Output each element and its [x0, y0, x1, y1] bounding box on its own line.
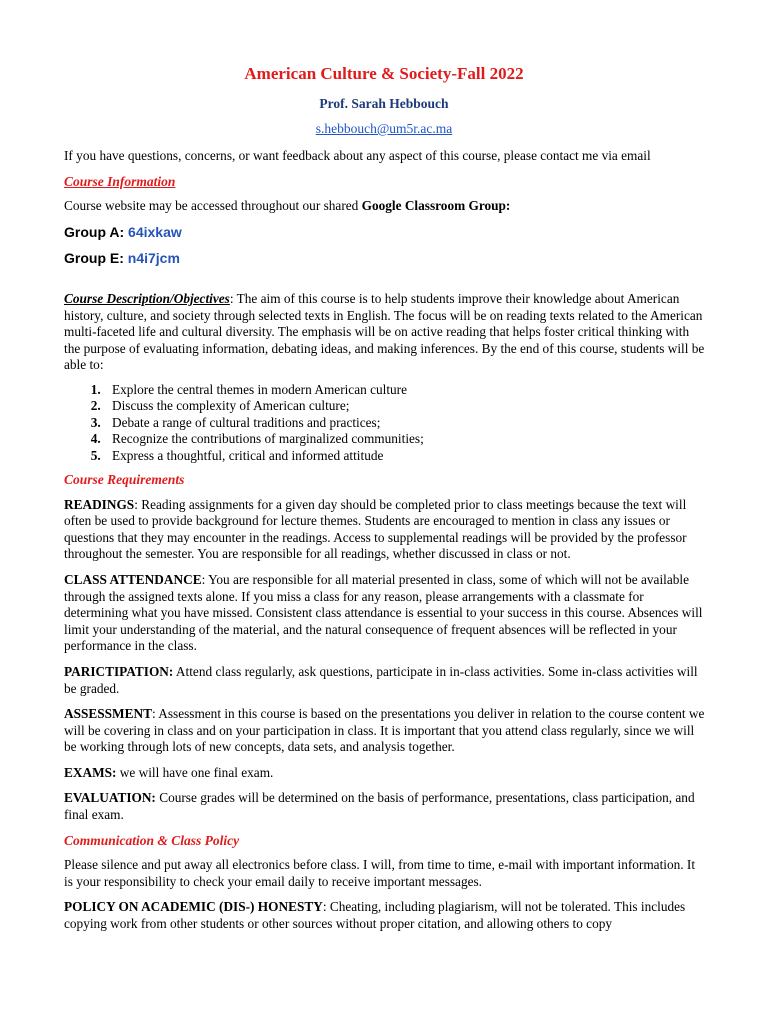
list-item: 5. Express a thoughtful, critical and informed attitude [104, 448, 706, 464]
participation-paragraph [64, 664, 706, 697]
assessment-label: ASSESSMENT [64, 706, 152, 722]
objectives-list [64, 382, 706, 464]
list-item: 2. Discuss the complexity of American culture; [104, 398, 706, 414]
document-body [64, 148, 706, 942]
group-e-code: n4i7jcm [127, 250, 180, 267]
course-title: American Culture & Society-Fall 2022 [244, 64, 524, 83]
group-a-label: Group A: [64, 223, 129, 240]
exams-text: we will have one final exam. [116, 764, 274, 780]
honesty-text: : Cheating, including plagiarism, will not be tolerated. This includes copying work from other students or other sources without proper citation, and allowing others to copy [64, 899, 686, 932]
list-item: 4. Recognize the contributions of marginalized communities; [104, 431, 706, 447]
intro-paragraph: If you have questions, concerns, or want feedback about any aspect of this course, please contact me via email [64, 148, 651, 163]
website-paragraph [64, 198, 706, 215]
group-a-code: 64ixkaw [128, 223, 182, 240]
participation-label: PARICTIPATION: [64, 663, 174, 679]
course-requirements-heading: Course Requirements [64, 471, 185, 487]
exams-paragraph [64, 765, 706, 782]
attendance-label: CLASS ATTENDANCE [64, 571, 202, 587]
evaluation-paragraph [64, 790, 706, 823]
readings-label: READINGS [64, 496, 135, 512]
assessment-paragraph [64, 706, 706, 756]
website-bold: Google Classroom Group: [361, 198, 511, 214]
group-e-label: Group E: [64, 250, 128, 267]
list-item: 1. Explore the central themes in modern American culture [104, 382, 706, 398]
honesty-label: POLICY ON ACADEMIC (DIS-) HONESTY [64, 899, 323, 915]
exams-label: EXAMS: [64, 764, 117, 780]
assessment-text: : Assessment in this course is based on the presentations you deliver in relation to the course content we will be covering in class and on your participation in class. It is important that you attend class regularly, since we will be working through lots of new concepts, data sets, and analysis together. [64, 706, 705, 755]
list-item: 3. Debate a range of cultural traditions and practices; [104, 415, 706, 431]
group-a [64, 224, 706, 241]
website-text: Course website may be accessed throughout our shared [64, 198, 362, 214]
professor-name: Prof. Sarah Hebbouch [319, 96, 449, 111]
description-text: : The aim of this course is to help students improve their knowledge about American history, culture, and society through selected texts in English. The focus will be on reading texts related to the American multi-faceted life and cultural diversity. The emphasis will be on active reading that helps foster critical thinking with the purpose of evaluating information, debating ideas, and making inferences. By the end of this course, students will be able to: [64, 290, 705, 373]
attendance-paragraph [64, 572, 706, 655]
evaluation-label: EVALUATION: [64, 790, 156, 806]
evaluation-text: Course grades will be determined on the basis of performance, presentations, class participation, and final exam. [64, 790, 695, 823]
participation-text: Attend class regularly, ask questions, participate in in-class activities. Some in-class activities will be graded. [64, 663, 698, 696]
group-e [64, 250, 706, 267]
attendance-text: : You are responsible for all material presented in class, some of which will not be available through the assigned texts alone. If you miss a class for any reason, please arrangements with a classmate for determining what you have missed. Consistent class attendance is essential to your success in this course. Absences will limit your understanding of the material, and the natural consequence of frequent absences will be reflected in your performance in the class. [64, 571, 703, 654]
description-paragraph [64, 291, 706, 374]
honesty-paragraph [64, 899, 706, 932]
communication-policy-heading: Communication & Class Policy [64, 832, 240, 848]
readings-text: : Reading assignments for a given day should be completed prior to class meetings because the text will often be used to provide background for lecture themes. Students are encouraged to mention in class any issues or questions that they may encounter in the readings. Access to supplemental readings will be provided by the professor throughout the semester. You are responsible for all readings, whether discussed in class or not. [64, 496, 687, 562]
readings-paragraph [64, 497, 706, 563]
course-information-heading: Course Information [64, 173, 176, 189]
description-heading: Course Description/Objectives [64, 290, 230, 306]
electronics-paragraph: Please silence and put away all electronics before class. I will, from time to time, e-mail with important information. It is your responsibility to check your email daily to receive important messages. [64, 857, 696, 889]
email-line [0, 121, 768, 137]
email-link[interactable]: s.hebbouch@um5r.ac.ma [315, 121, 453, 136]
